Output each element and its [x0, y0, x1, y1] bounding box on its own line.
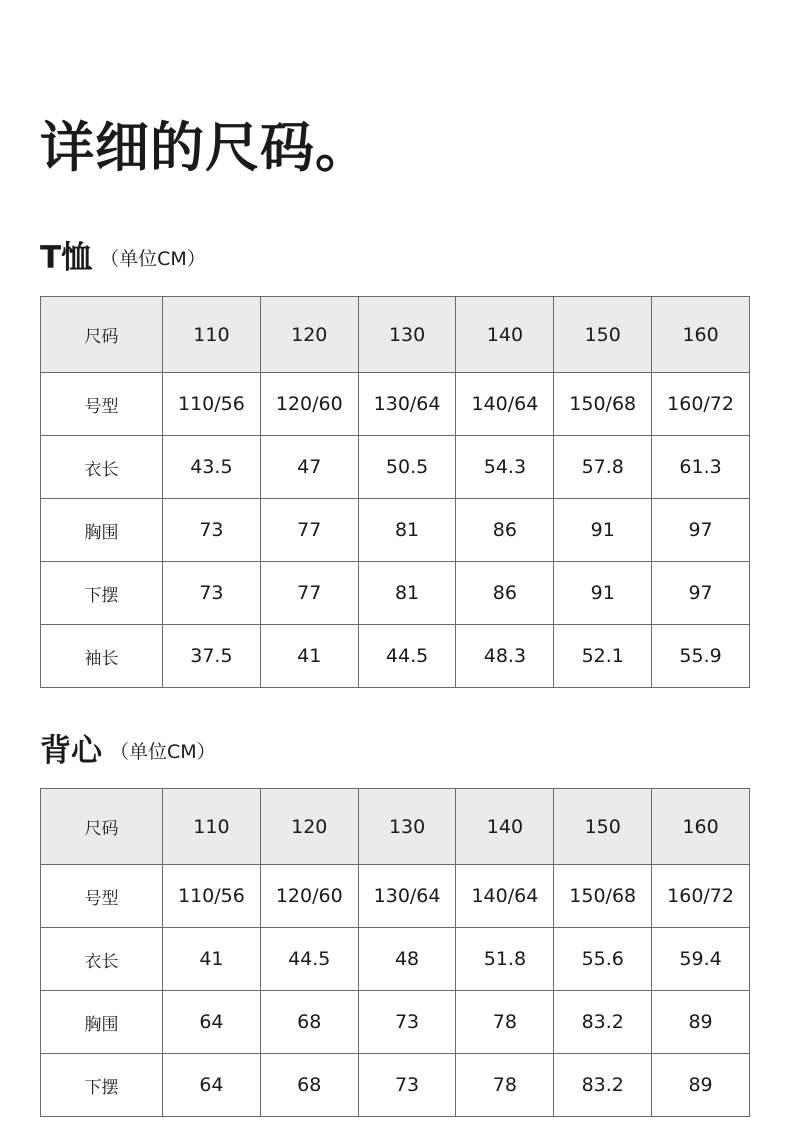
table-cell: 54.3: [456, 436, 554, 499]
table-cell: 97: [652, 499, 750, 562]
table-cell: 57.8: [554, 436, 652, 499]
table-cell: 59.4: [652, 928, 750, 991]
table-cell: 83.2: [554, 1054, 652, 1117]
table-cell: 120/60: [260, 373, 358, 436]
table-cell: 64: [163, 1054, 261, 1117]
table-cell: 44.5: [358, 625, 456, 688]
table-cell: 41: [260, 625, 358, 688]
tshirt-title: T恤: [40, 240, 93, 276]
table-cell: 37.5: [163, 625, 261, 688]
table-row: [41, 373, 750, 436]
size-header-cell: 150: [554, 789, 652, 865]
table-cell: 77: [260, 499, 358, 562]
table-cell: 130/64: [358, 373, 456, 436]
tshirt-unit-label: （单位CM）: [100, 248, 206, 270]
header-label-cell: 尺码: [41, 297, 163, 373]
table-cell: 150/68: [554, 865, 652, 928]
table-row: [41, 1054, 750, 1117]
table-cell: 47: [260, 436, 358, 499]
table-cell: 81: [358, 562, 456, 625]
table-cell: 61.3: [652, 436, 750, 499]
page-title: 详细的尺码。: [40, 116, 370, 179]
vest-title: 背心: [40, 733, 102, 769]
table-row: [41, 625, 750, 688]
table-cell: 83.2: [554, 991, 652, 1054]
table-cell: 81: [358, 499, 456, 562]
table-cell: 73: [358, 1054, 456, 1117]
table-row: [41, 928, 750, 991]
table-cell: 140/64: [456, 865, 554, 928]
size-header-cell: 110: [163, 789, 261, 865]
size-header-cell: 130: [358, 789, 456, 865]
table-cell: 86: [456, 499, 554, 562]
vest-header-row: [41, 789, 750, 865]
table-cell: 44.5: [260, 928, 358, 991]
size-header-cell: 140: [456, 789, 554, 865]
table-cell: 86: [456, 562, 554, 625]
size-header-cell: 140: [456, 297, 554, 373]
size-header-cell: 160: [652, 789, 750, 865]
table-cell: 150/68: [554, 373, 652, 436]
table-cell: 68: [260, 1054, 358, 1117]
table-cell: 97: [652, 562, 750, 625]
table-cell: 91: [554, 562, 652, 625]
tshirt-size-table: [40, 296, 750, 688]
row-label-cell: 胸围: [41, 991, 163, 1054]
size-header-cell: 160: [652, 297, 750, 373]
row-label-cell: 下摆: [41, 1054, 163, 1117]
row-label-cell: 胸围: [41, 499, 163, 562]
table-cell: 110/56: [163, 865, 261, 928]
table-cell: 78: [456, 991, 554, 1054]
table-cell: 130/64: [358, 865, 456, 928]
vest-size-table: [40, 788, 750, 1117]
table-cell: 43.5: [163, 436, 261, 499]
table-cell: 110/56: [163, 373, 261, 436]
table-row: [41, 991, 750, 1054]
vest-unit-label: （单位CM）: [110, 741, 216, 763]
tshirt-header-row: [41, 297, 750, 373]
row-label-cell: 号型: [41, 373, 163, 436]
size-header-cell: 110: [163, 297, 261, 373]
header-label-cell: 尺码: [41, 789, 163, 865]
table-cell: 73: [358, 991, 456, 1054]
row-label-cell: 衣长: [41, 928, 163, 991]
table-cell: 160/72: [652, 373, 750, 436]
table-row: [41, 865, 750, 928]
table-cell: 77: [260, 562, 358, 625]
table-cell: 91: [554, 499, 652, 562]
size-header-cell: 130: [358, 297, 456, 373]
table-cell: 140/64: [456, 373, 554, 436]
size-header-cell: 150: [554, 297, 652, 373]
table-cell: 120/60: [260, 865, 358, 928]
table-cell: 48: [358, 928, 456, 991]
row-label-cell: 袖长: [41, 625, 163, 688]
table-cell: 48.3: [456, 625, 554, 688]
table-row: [41, 499, 750, 562]
size-header-cell: 120: [260, 297, 358, 373]
table-cell: 89: [652, 991, 750, 1054]
row-label-cell: 号型: [41, 865, 163, 928]
table-cell: 41: [163, 928, 261, 991]
table-row: [41, 562, 750, 625]
table-cell: 51.8: [456, 928, 554, 991]
row-label-cell: 下摆: [41, 562, 163, 625]
table-cell: 73: [163, 562, 261, 625]
table-cell: 52.1: [554, 625, 652, 688]
table-cell: 78: [456, 1054, 554, 1117]
table-cell: 64: [163, 991, 261, 1054]
table-cell: 55.9: [652, 625, 750, 688]
table-cell: 73: [163, 499, 261, 562]
vest-section-title: [40, 731, 216, 776]
table-cell: 160/72: [652, 865, 750, 928]
row-label-cell: 衣长: [41, 436, 163, 499]
table-cell: 50.5: [358, 436, 456, 499]
tshirt-section-title: [40, 238, 206, 283]
table-cell: 68: [260, 991, 358, 1054]
table-cell: 55.6: [554, 928, 652, 991]
table-cell: 89: [652, 1054, 750, 1117]
table-row: [41, 436, 750, 499]
size-header-cell: 120: [260, 789, 358, 865]
